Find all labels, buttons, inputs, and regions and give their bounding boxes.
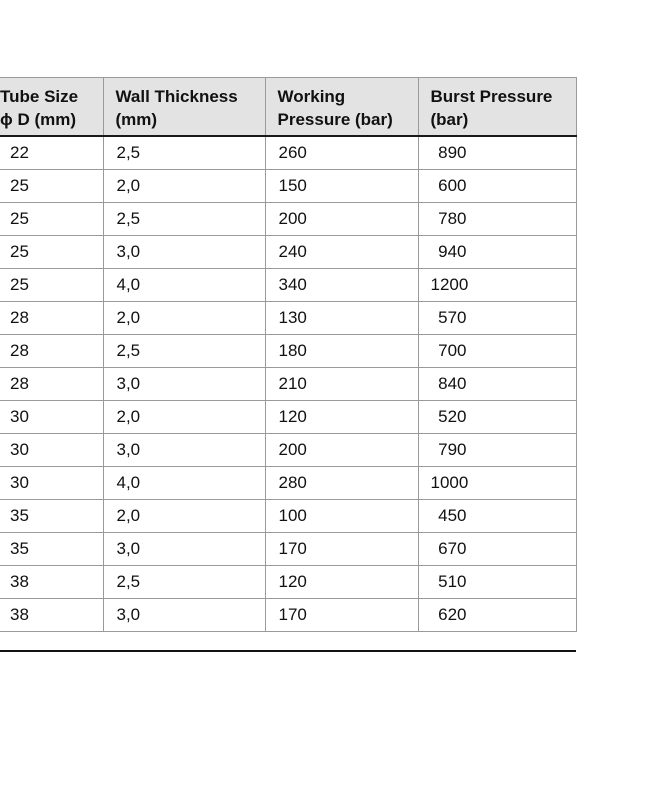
pressure-table-container [0, 77, 576, 632]
table-header [0, 78, 576, 137]
cell-burst-pressure: 600 [418, 169, 576, 202]
cell-working-pressure: 240 [265, 235, 418, 268]
tube-pressure-table [0, 77, 577, 632]
cell-tube-size: 35 [0, 532, 103, 565]
cell-working-pressure: 200 [265, 202, 418, 235]
cell-burst-pressure: 890 [418, 136, 576, 169]
cell-burst-pressure: 1200 [418, 268, 576, 301]
cell-tube-size: 25 [0, 268, 103, 301]
table-row [0, 367, 576, 400]
header-tube-size: Tube Size ϕ D (mm) [0, 78, 103, 137]
cell-working-pressure: 180 [265, 334, 418, 367]
table-row [0, 466, 576, 499]
cell-wall-thickness: 3,0 [103, 598, 265, 631]
table-bottom-rule [0, 650, 576, 652]
cell-wall-thickness: 2,5 [103, 334, 265, 367]
cell-working-pressure: 210 [265, 367, 418, 400]
cell-wall-thickness: 2,0 [103, 301, 265, 334]
cell-working-pressure: 150 [265, 169, 418, 202]
table-row [0, 598, 576, 631]
cell-burst-pressure: 670 [418, 532, 576, 565]
cell-wall-thickness: 3,0 [103, 532, 265, 565]
cell-tube-size: 28 [0, 301, 103, 334]
cell-working-pressure: 340 [265, 268, 418, 301]
cell-wall-thickness: 2,0 [103, 169, 265, 202]
cell-wall-thickness: 3,0 [103, 367, 265, 400]
cell-burst-pressure: 700 [418, 334, 576, 367]
cell-working-pressure: 200 [265, 433, 418, 466]
cell-working-pressure: 120 [265, 400, 418, 433]
cell-burst-pressure: 1000 [418, 466, 576, 499]
table-row [0, 499, 576, 532]
cell-tube-size: 25 [0, 169, 103, 202]
cell-burst-pressure: 940 [418, 235, 576, 268]
cell-working-pressure: 260 [265, 136, 418, 169]
table-row [0, 268, 576, 301]
cell-tube-size: 30 [0, 400, 103, 433]
cell-tube-size: 38 [0, 565, 103, 598]
table-row [0, 202, 576, 235]
cell-working-pressure: 170 [265, 532, 418, 565]
cell-working-pressure: 170 [265, 598, 418, 631]
cell-wall-thickness: 2,5 [103, 136, 265, 169]
table-row [0, 301, 576, 334]
table-row [0, 400, 576, 433]
cell-wall-thickness: 4,0 [103, 466, 265, 499]
cell-working-pressure: 130 [265, 301, 418, 334]
cell-tube-size: 38 [0, 598, 103, 631]
table-row [0, 136, 576, 169]
header-wall-thickness: Wall Thickness (mm) [103, 78, 265, 137]
cell-burst-pressure: 520 [418, 400, 576, 433]
cell-tube-size: 30 [0, 433, 103, 466]
cell-wall-thickness: 2,5 [103, 565, 265, 598]
cell-burst-pressure: 450 [418, 499, 576, 532]
table-row [0, 433, 576, 466]
table-body [0, 136, 576, 631]
cell-burst-pressure: 620 [418, 598, 576, 631]
cell-burst-pressure: 570 [418, 301, 576, 334]
cell-tube-size: 28 [0, 334, 103, 367]
cell-working-pressure: 120 [265, 565, 418, 598]
cell-burst-pressure: 510 [418, 565, 576, 598]
cell-tube-size: 25 [0, 235, 103, 268]
cell-burst-pressure: 780 [418, 202, 576, 235]
table-row [0, 235, 576, 268]
cell-working-pressure: 100 [265, 499, 418, 532]
table-row [0, 532, 576, 565]
table-row [0, 565, 576, 598]
cell-wall-thickness: 4,0 [103, 268, 265, 301]
cell-working-pressure: 280 [265, 466, 418, 499]
cell-tube-size: 22 [0, 136, 103, 169]
cell-wall-thickness: 2,0 [103, 499, 265, 532]
cell-tube-size: 25 [0, 202, 103, 235]
cell-burst-pressure: 840 [418, 367, 576, 400]
cell-wall-thickness: 3,0 [103, 235, 265, 268]
header-burst-pressure: Burst Pressure (bar) [418, 78, 576, 137]
cell-tube-size: 30 [0, 466, 103, 499]
cell-wall-thickness: 2,5 [103, 202, 265, 235]
table-row [0, 334, 576, 367]
cell-tube-size: 28 [0, 367, 103, 400]
cell-wall-thickness: 2,0 [103, 400, 265, 433]
header-working-pressure: Working Pressure (bar) [265, 78, 418, 137]
table-row [0, 169, 576, 202]
cell-wall-thickness: 3,0 [103, 433, 265, 466]
header-row [0, 78, 576, 137]
cell-tube-size: 35 [0, 499, 103, 532]
cell-burst-pressure: 790 [418, 433, 576, 466]
